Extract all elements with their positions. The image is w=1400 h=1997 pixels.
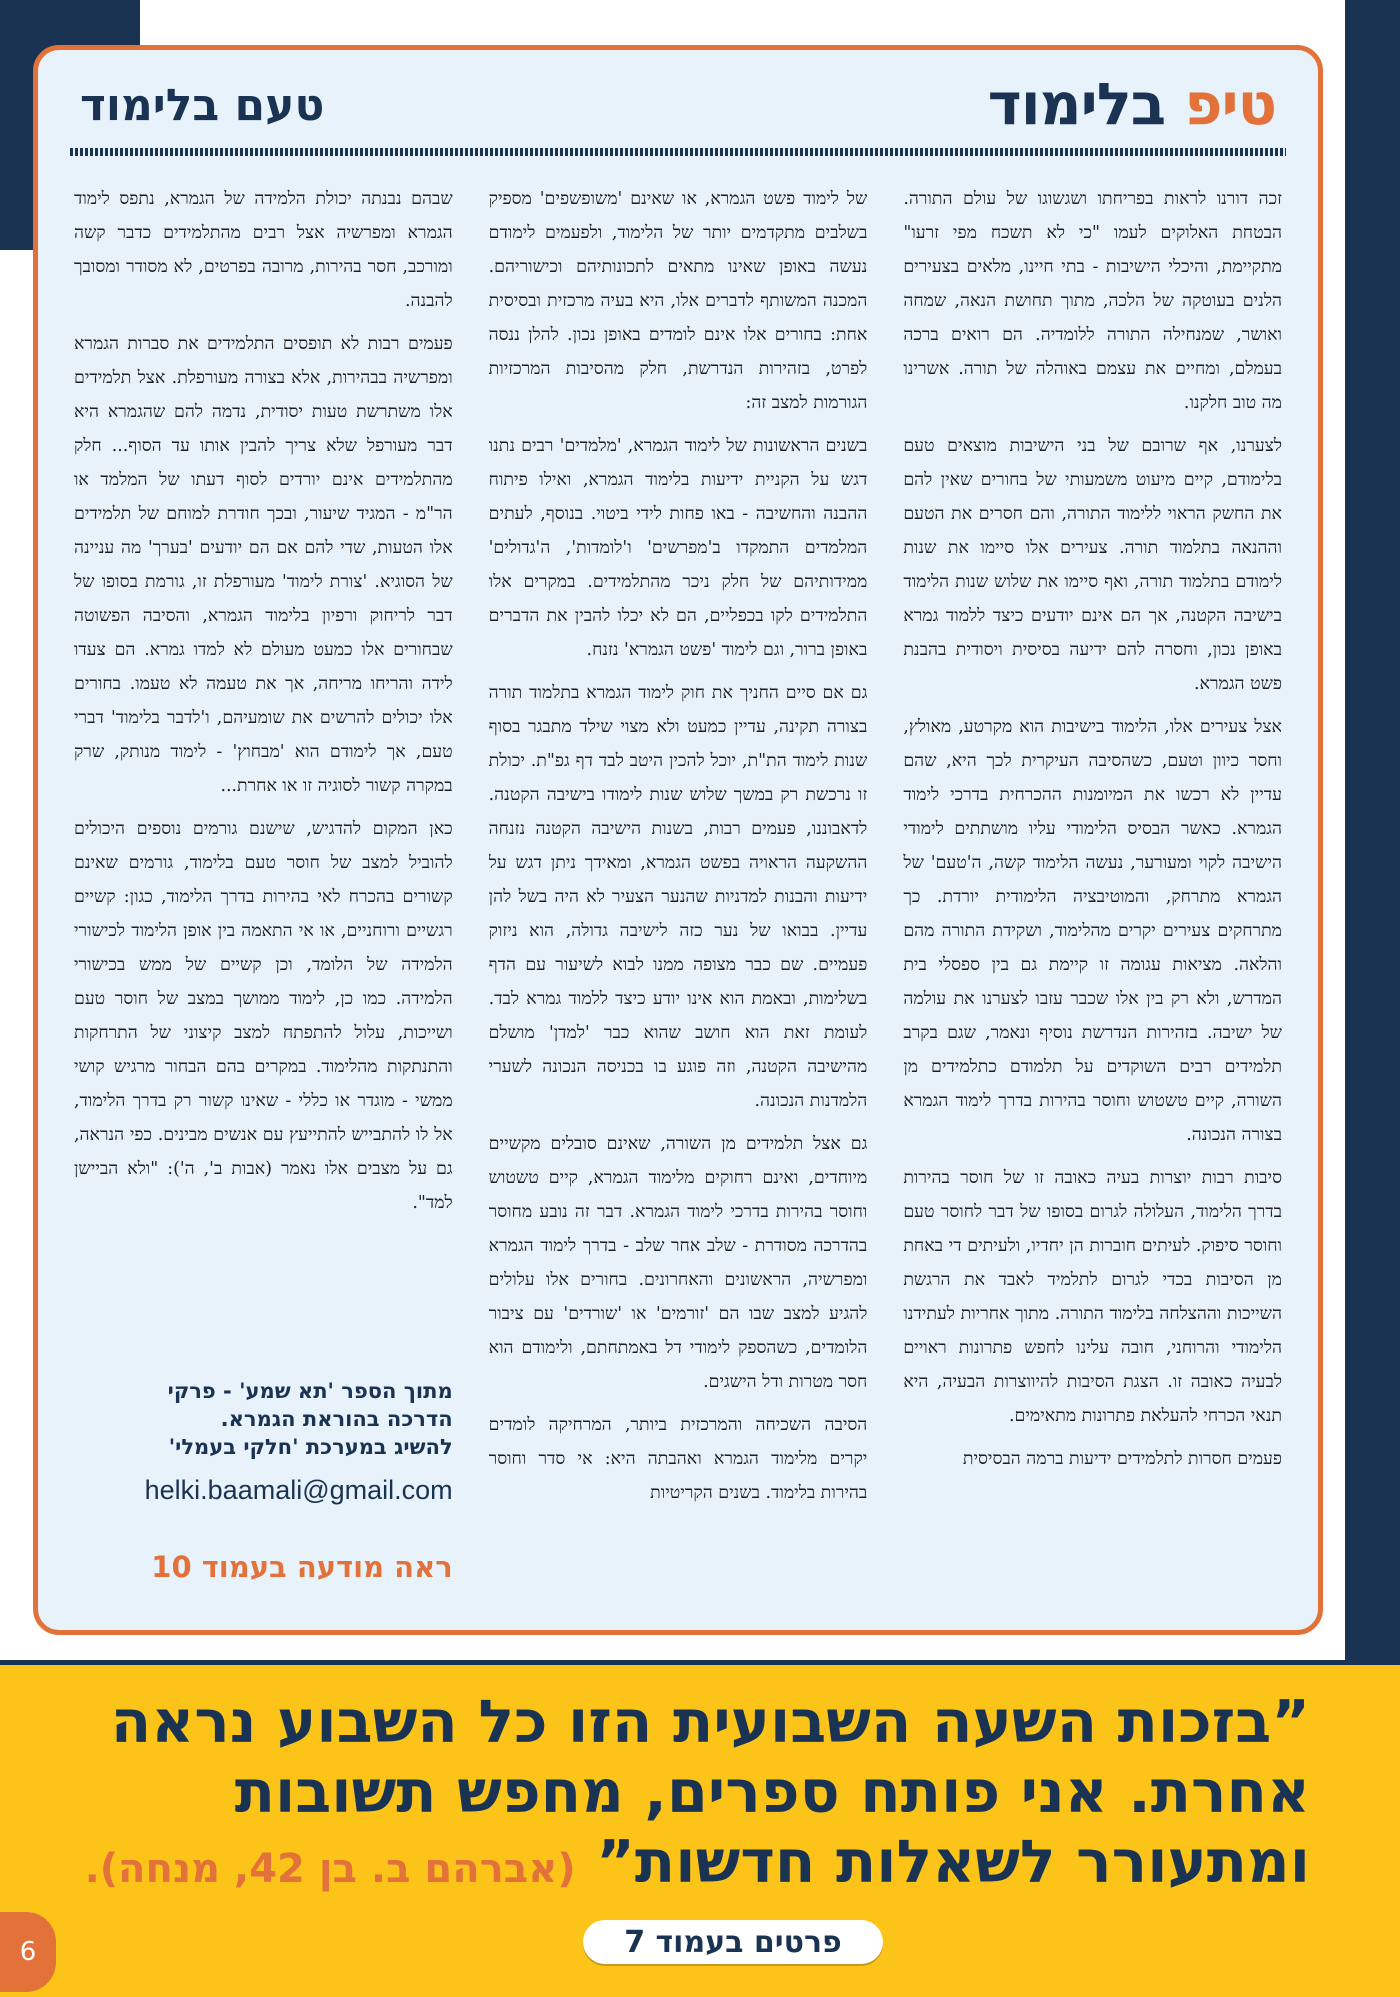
page-number: 6: [0, 1912, 56, 1992]
article-paragraph: סיבות רבות יוצרות בעיה כאובה זו של חוסר בהירות בדרך הלימוד, העלולה לגרום בסופו של דבר לחוסר טעם וחוסר סיפוק. לעיתים חוברות הן יחדיו, ולעיתים די באחת מן הסיבות בכדי לגרום לתלמיד לאבד את הרגשת השייכות וההצלחה בלימוד התורה. מתוך אחריות לעתידנו הלימודי והרוחני, חובה עלינו לחפש פתרונות ראויים לבעיה כאובה זו. הצגת הסיבות להיווצרות הבעיה, היא תנאי הכרחי להעלאת פתרונות מתאימים.: [903, 1168, 1282, 1426]
article-paragraph: הסיבה השכיחה והמרכזית ביותר, המרחיקה לומדים יקרים מלימוד הגמרא ואהבתה היא: אי סדר וחוסר בהירות בלימוד. בשנים הקריטיות: [488, 1415, 868, 1503]
quote-banner: [0, 1665, 1400, 1997]
quote-attribution: (אברהם ב. בן 42, מנחה).: [84, 1846, 576, 1892]
credit-line: להשיג במערכת 'חלקי בעמלי': [168, 1435, 453, 1459]
book-credit: [74, 1377, 453, 1612]
article-paragraph: גם אם סיים החניך את חוק לימוד הגמרא בתלמוד תורה בצורה תקינה, עדיין כמעט ולא מצוי שילד מתבגר בסוף שנות לימוד הת"ת, יוכל להכין היטב לבד דף גפ"ת. יכולת זו נרכשת רק במשך שלוש שנות לימודו בישיבה הקטנה. לדאבוננו, פעמים רבות, בשנות הישיבה הקטנה נזנחה ההשקעה הראויה בפשט הגמרא, ומאידך ניתן דגש על ידיעות והבנות למדניות שהנער הצעיר לא היה בשל להן עדיין. בבואו של נער כזה לישיבה גדולה, הוא ניזוק פעמיים. שם כבר מצופה ממנו לבוא לשיעור עם הדף בשלימות, ובאמת הוא אינו יודע כיצד ללמוד גמרא לבד. לעומת זאת הוא חושב שהוא כבר 'למדן' מושלם מהישיבה הקטנה, וזה פוגע בו בכניסה הנכונה לשערי הלמדנות הנכונה.: [488, 683, 868, 1111]
tip-title-accent: טיפ: [1184, 70, 1276, 138]
article-paragraph: בשנים הראשונות של לימוד הגמרא, 'מלמדים' רבים נתנו דגש על הקניית ידיעות בלימוד הגמרא, ואילו פיתוח ההבנה והחשיבה - באו פחות לידי ביטוי. בנוסף, לעתים המלמדים התמקדו ב'מפרשים' ו'לומדות', ה'גדולים' ממידותיהם של חלק ניכר מהתלמידים. במקרים אלו התלמידים לקו בכפליים, הם לא יכלו להבין את הדברים באופן ברור, וגם לימוד 'פשט הגמרא' נזנח.: [488, 436, 868, 660]
section-title: טעם בלימוד: [80, 80, 325, 131]
tip-title-main: בלימוד: [987, 70, 1166, 138]
article-card: [33, 45, 1323, 1635]
article-paragraph: אצל צעירים אלו, הלימוד בישיבות הוא מקרטע, מאולץ, וחסר כיוון וטעם, כשהסיבה העיקרית לכך היא, שהם עדיין לא רכשו את המיומנות ההכרחית בדרכי לימוד הגמרא. כאשר הבסיס הלימודי עליו מושתתים לימודי הישיבה לקוי ומעורער, נעשה הלימוד קשה, ה'טעם' של הגמרא מתרחק, והמוטיבציה הלימודית יורדת. כך מתרחקים צעירים יקרים מהלימוד, ושקידת התורה מהם והלאה. מציאות עגומה זו קיימת גם בין ספסלי בית המדרש, ולא רק בין אלו שכבר עזבו לצערנו את עולמה של ישיבה. בזהירות הנדרשת נוסיף ונאמר, שגם בקרב תלמידים רבים השוקדים על תלמודם כתלמידים מן השורה, קיים טשטוש וחוסר בהירות בדרך לימוד הגמרא בצורה הנכונה.: [903, 717, 1282, 1145]
article-paragraph: גם אצל תלמידים מן השורה, שאינם סובלים מקשיים מיוחדים, ואינם רחוקים מלימוד הגמרא, קיים טשטוש וחוסר בהירות בדרכי לימוד הגמרא. דבר זה נובע מחוסר בהדרכה מסודרת - שלב אחר שלב - בדרך לימוד הגמרא ומפרשיה, הראשונים והאחרונים. בחורים אלו עלולים להגיע למצב שבו הם 'זורמים' או 'שורדים' עם ציבור הלומדים, כשהספק לימודי דל באמתחתם, ולימודם הוא חסר מטרות ודל הישגים.: [488, 1134, 868, 1392]
article-paragraph: כאן המקום להדגיש, שישנם גורמים נוספים היכולים להוביל למצב של חוסר טעם בלימוד, גורמים שאינם קשורים בהכרח לאי בהירות בדרך הלימוד, כגון: קשיים רגשיים ורוחניים, או אי התאמה בין אופן הלימוד לכישורי הלמידה של הלומד, וכן קשיים של ממש בכישורי הלמידה. כמו כן, לימוד ממושך במצב של חוסר טעם ושייכות, עלול להתפתח למצב קיצוני של התרחקות והתנתקות מהלימוד. במקרים בהם הבחור מרגיש קושי ממשי - מוגדר או כללי - שאינו קשור רק בדרך הלימוד, אל לו להתבייש להתייעץ עם אנשים מבינים. כפי הנראה, גם על מצבים אלו נאמר (אבות ב', ה'): "ולא הביישן למד".: [73, 819, 453, 1213]
details-pill: פרטים בעמוד 7: [583, 1920, 883, 1964]
article-paragraph: זכה דורנו לראות בפריחתו ושגשוגו של עולם התורה. הבטחת האלוקים לעמו "כי לא תשכח מפי זרעו" מתקיימת, והיכלי הישיבות - בתי חיינו, מלאים בצעירים הלנים בעוטקה של הלכה, מתוך תחושת הנאה, שמחה ואושר, שמנחילה התורה ללומדיה. הם רואים ברכה בעמלם, ומחיים את עצמם באוהלה של תורה. אשרינו מה טוב חלקנו.: [903, 189, 1282, 413]
quote-body: ”בזכות השעה השבועית הזו כל השבוע נראה אחרת. אני פותח ספרים, מחפש תשובות ומתעורר לשאלות חדשות”: [110, 1687, 1310, 1896]
article-column-1: [903, 182, 1282, 1612]
article-columns: [74, 182, 1282, 1612]
article-paragraph: לצערנו, אף שרובם של בני הישיבות מוצאים טעם בלימודם, קיים מיעוט משמעותי של בחורים שאין להם את החשק הראוי ללימוד התורה, והם חסרים את הטעם וההנאה בתלמוד תורה. צעירים אלו סיימו את שנות לימודם בתלמוד תורה, ואף סיימו את שלוש שנות הלימוד בישיבה הקטנה, אך הם אינם יודעים כיצד ללמוד גמרא באופן נכון, וחסרה להם ידיעה בסיסית ויסודית בהבנת פשט הגמרא.: [903, 436, 1282, 694]
quote-text: [80, 1687, 1310, 1904]
article-column-3: [74, 182, 453, 1612]
header-divider: [70, 148, 1286, 156]
credit-line: הדרכה בהוראת הגמרא.: [220, 1407, 453, 1431]
article-column-2: [489, 182, 868, 1612]
see-notice: ראה מודעה בעמוד 10: [151, 1550, 453, 1584]
article-paragraph: פעמים חסרות לתלמידים ידיעות ברמה הבסיסית: [962, 1449, 1282, 1469]
credit-line: מתוך הספר 'תא שמע' - פרקי: [167, 1379, 453, 1403]
navy-side-band: [1345, 0, 1400, 1660]
contact-email-link[interactable]: helki.baamali@gmail.com: [144, 1475, 453, 1505]
article-paragraph: של לימוד פשט הגמרא, או שאינם 'משופשפים' מספיק בשלבים מתקדמים יותר של הלימוד, ולפעמים לימודם נעשה באופן שאינו מתאים לתכונותיהם וכישוריהם. המכנה המשותף לדברים אלו, היא בעיה מרכזית ובסיסית אחת: בחורים אלו אינם לומדים באופן נכון. להלן ננסה לפרט, בזהירות הנדרשת, חלק מהסיבות המרכזיות הגורמות למצב זה:: [488, 189, 868, 413]
tip-title: [988, 70, 1276, 138]
article-paragraph: פעמים רבות לא תופסים התלמידים את סברות הגמרא ומפרשיה בבהירות, אלא בצורה מעורפלת. אצל תלמידים אלו משתרשת טעות יסודית, נדמה להם שהגמרא היא דבר מעורפל שלא צריך להבין אותו עד הסוף... חלק מהתלמידים אינם יורדים לסוף דעתו של המלמד או הר"מ - המגיד שיעור, ובכך חודרת למוחם של תלמידים אלו הטעות, שדי להם אם הם יודעים 'בערך' מה עניינה של הסוגיא. 'צורת לימוד' מעורפלת זו, גורמת בסופו של דבר לריחוק ורפיון בלימוד הגמרא, והסיבה הפשוטה שבחורים אלו כמעט מעולם לא למדו גמרא. הם צעדו לידה והריחו מריחה, אך את טעמה לא טעמו. בחורים אלו יכולים להרשים את שומעיהם, ו'לדבר בלימוד' דברי טעם, אך לימודם הוא 'מבחוץ' - לימוד מנותק, שרק במקרה קשור לסוגיה זו או אחרת...: [73, 334, 453, 796]
article-paragraph: שבהם נבנתה יכולת הלמידה של הגמרא, נתפס לימוד הגמרא ומפרשיה אצל רבים מהתלמידים כדבר קשה ומורכב, חסר בהירות, מרובה בפרטים, לא מסודר ומסובך להבנה.: [73, 189, 453, 311]
